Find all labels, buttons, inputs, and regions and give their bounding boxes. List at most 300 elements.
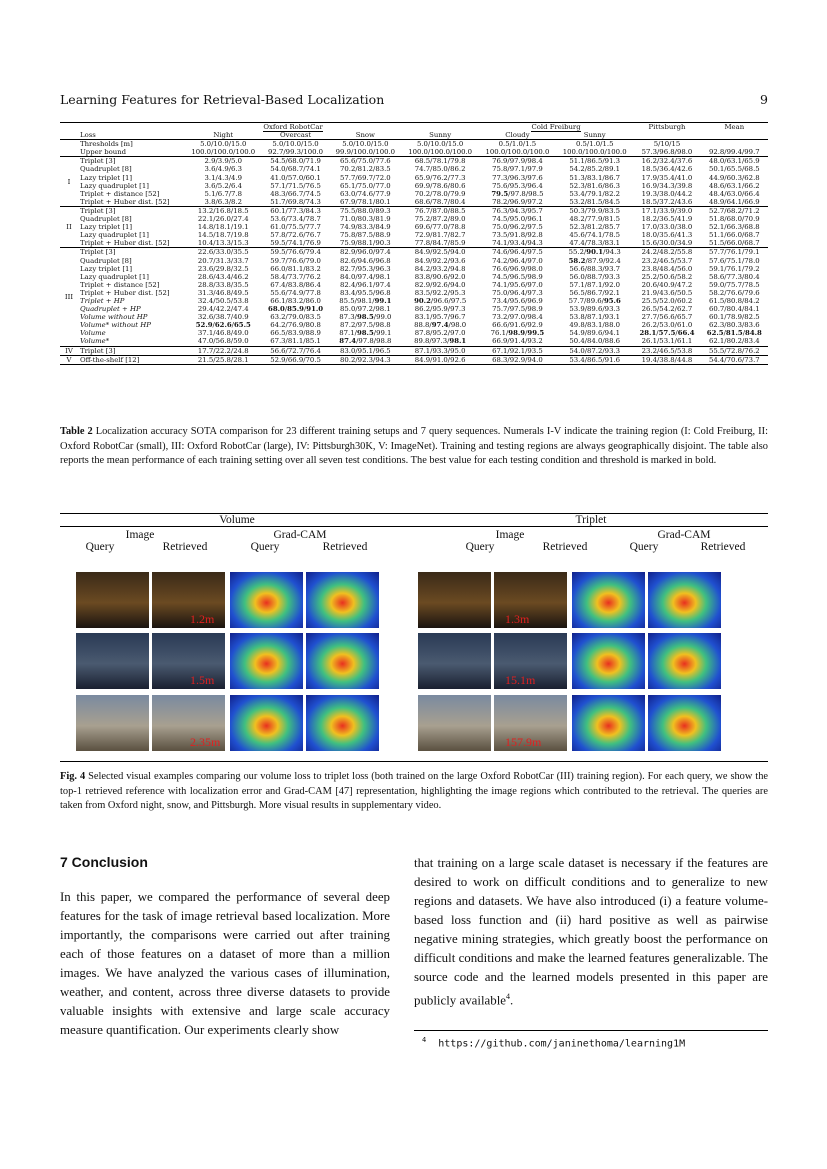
value-cell: 51.1/66.0/68.7 xyxy=(708,231,760,240)
body-right-text: that training on a large scale dataset is necessary if the features are desired to work on difficult conditions and to generalize to new regions and datasets. We have also introduced (i) a feature volume-based loss function and (ii) hard positive as well as pairwise negative mining strategies, which greatly boost the performance on difficult conditions and make the learned features generalizable. The source code and the learned models presented in this paper are publicly available xyxy=(414,856,768,1008)
value-cell: 62.5/81.5/84.8 xyxy=(706,329,762,338)
value-cell: 75.0/96.4/97.3 xyxy=(492,288,543,297)
gradcam-thumbnail xyxy=(306,633,379,689)
upper-bound-cell: 92.8/99.4/99.7 xyxy=(708,148,760,157)
value-cell: 74.7/85.0/86.2 xyxy=(414,165,466,174)
value-cell: 55.2/90.1/94.3 xyxy=(556,248,633,257)
col-query-vol: Query xyxy=(85,541,115,553)
table-row xyxy=(60,215,768,223)
gradcam-thumbnail xyxy=(648,633,721,689)
page-number: 9 xyxy=(760,92,768,107)
value-cell: 74.2/96.4/97.0 xyxy=(492,256,543,265)
loss-name: Triplet [3] xyxy=(78,248,185,257)
table-row xyxy=(60,329,768,337)
value-cell: 75.8/97.1/97.9 xyxy=(492,165,543,174)
section-title: 7 Conclusion xyxy=(60,854,148,870)
table-row xyxy=(60,190,768,198)
value-cell: 29.4/42.2/47.4 xyxy=(197,305,249,314)
value-cell: 16.2/32.4/37.6 xyxy=(633,157,700,166)
table-row xyxy=(60,231,768,239)
value-cell: 84.2/93.2/94.8 xyxy=(414,264,466,273)
loss-name: Triplet + Huber dist. [52] xyxy=(80,197,170,206)
sub-gradcam-tri: Grad-CAM xyxy=(657,529,711,541)
value-cell: 21.5/25.8/28.1 xyxy=(185,355,262,364)
upper-bound-cell: 100.0/100.0/100.0 xyxy=(562,148,627,157)
loss-name: Triplet + HP xyxy=(80,296,125,305)
gradcam-thumbnail xyxy=(572,633,645,689)
value-cell: 70.2/81.2/83.5 xyxy=(340,165,391,174)
value-cell: 45.6/74.1/78.5 xyxy=(569,231,621,240)
footnote-rule xyxy=(414,1030,768,1031)
upper-bound-cell: 100.0/100.0/100.0 xyxy=(408,148,473,157)
value-cell: 77.3/96.3/97.6 xyxy=(492,173,543,182)
query-thumbnail xyxy=(418,633,491,689)
table-row xyxy=(60,273,768,281)
group-label: I xyxy=(60,157,78,207)
loss-name: Lazy quadruplet [1] xyxy=(80,272,149,281)
threshold-cell: 0.5/1.0/1.5 xyxy=(479,140,556,149)
value-cell: 75.7/97.5/98.9 xyxy=(492,305,543,314)
upper-bound-cell: 92.7/99.3/100.0 xyxy=(268,148,324,157)
running-title: Learning Features for Retrieval-Based Localization xyxy=(60,92,385,107)
table-row xyxy=(60,337,768,346)
value-cell: 74.1/95.6/97.0 xyxy=(492,280,543,289)
value-cell: 16.9/34.3/39.8 xyxy=(641,181,693,190)
group-label: II xyxy=(60,206,78,247)
panel-title-volume: Volume xyxy=(219,514,255,526)
value-cell: 60.1/77.3/84.3 xyxy=(262,206,329,215)
value-cell: 24.2/48.2/55.8 xyxy=(633,248,700,257)
sub-gradcam-vol: Grad-CAM xyxy=(273,529,327,541)
value-cell: 75.2/87.2/89.0 xyxy=(414,215,466,224)
value-cell: 73.5/91.8/92.8 xyxy=(492,231,543,240)
value-cell: 17.9/35.4/41.0 xyxy=(641,173,693,182)
gradcam-thumbnail xyxy=(230,572,303,628)
value-cell: 58.6/77.3/80.4 xyxy=(708,272,760,281)
value-cell: 50.1/65.5/68.5 xyxy=(708,165,760,174)
table-row xyxy=(60,281,768,289)
value-cell: 20.6/40.9/47.2 xyxy=(641,280,693,289)
value-cell: 51.8/68.0/70.9 xyxy=(708,215,760,224)
localization-error-label: 2.35m xyxy=(190,735,221,749)
loss-name: Triplet + Huber dist. [52] xyxy=(80,288,170,297)
value-cell: 88.8/97.4/98.0 xyxy=(414,321,467,330)
loss-name: Quadruplet [8] xyxy=(80,256,132,265)
value-cell: 57.1/87.1/92.0 xyxy=(569,280,621,289)
col-gc-retrieved-vol: Retrieved xyxy=(322,541,368,553)
value-cell: 17.0/33.0/38.0 xyxy=(641,223,693,232)
col-gc-query-vol: Query xyxy=(250,541,280,553)
value-cell: 3.6/5.2/6.4 xyxy=(204,181,243,190)
value-cell: 47.0/56.8/59.0 xyxy=(197,337,249,346)
value-cell: 53.4/79.1/82.2 xyxy=(569,189,621,198)
value-cell: 52.9/66.9/70.5 xyxy=(262,355,329,364)
loss-name: Volume* xyxy=(80,337,110,346)
value-cell: 18.2/36.5/41.9 xyxy=(641,215,693,224)
loss-name: Lazy triplet [1] xyxy=(80,173,133,182)
table-row xyxy=(60,313,768,321)
value-cell: 26.1/53.1/61.1 xyxy=(641,337,693,346)
group-label: V xyxy=(60,355,78,364)
table-row xyxy=(60,198,768,207)
figure-caption-label: Fig. 4 xyxy=(60,771,86,782)
value-cell: 68.5/78.1/79.8 xyxy=(402,157,479,166)
value-cell: 27.7/56.6/65.7 xyxy=(641,313,693,322)
footnote-ref: 4 xyxy=(506,992,510,1001)
value-cell: 56.5/86.7/92.1 xyxy=(569,288,621,297)
value-cell: 84.9/92.5/94.0 xyxy=(402,248,479,257)
value-cell: 65.9/76.2/77.3 xyxy=(414,173,466,182)
value-cell: 72.9/81.7/82.7 xyxy=(414,231,466,240)
value-cell: 87.1/98.5/99.1 xyxy=(339,329,392,338)
value-cell: 25.5/52.0/60.2 xyxy=(641,296,693,305)
group-label: III xyxy=(60,248,78,346)
loss-name: Lazy quadruplet [1] xyxy=(80,181,149,190)
table-row xyxy=(60,346,768,355)
threshold-cell: 5.0/10.0/15.0 xyxy=(402,140,479,149)
value-cell: 82.4/96.1/97.4 xyxy=(340,280,391,289)
value-cell: 48.9/64.1/66.9 xyxy=(708,197,760,206)
value-cell: 76.9/97.9/98.4 xyxy=(479,157,556,166)
table-row xyxy=(60,305,768,313)
query-thumbnail xyxy=(76,695,149,751)
value-cell: 87.2/97.5/98.8 xyxy=(340,321,391,330)
value-cell: 48.6/63.1/66.2 xyxy=(708,181,760,190)
value-cell: 58.2/76.6/79.6 xyxy=(708,288,760,297)
table-row xyxy=(60,174,768,182)
value-cell: 60.7/80.4/84.1 xyxy=(708,305,760,314)
value-cell: 56.0/88.7/93.3 xyxy=(569,272,621,281)
value-cell: 18.5/37.2/43.6 xyxy=(641,197,693,206)
group-head-oxford: Oxford RobotCar xyxy=(185,123,402,132)
value-cell: 64.2/76.9/80.8 xyxy=(270,321,321,330)
figure-header xyxy=(60,513,768,527)
value-cell: 68.6/78.7/80.4 xyxy=(414,197,466,206)
value-cell: 71.0/80.3/81.9 xyxy=(340,215,391,224)
value-cell: 3.6/4.9/6.3 xyxy=(204,165,243,174)
value-cell: 74.1/93.4/94.3 xyxy=(492,239,543,248)
value-cell: 52.1/66.3/68.8 xyxy=(708,223,760,232)
value-cell: 85.5/98.1/99.1 xyxy=(339,296,392,305)
loss-name: Lazy triplet [1] xyxy=(80,264,133,273)
value-cell: 23.2/46.5/53.7 xyxy=(641,256,693,265)
table-row xyxy=(60,239,768,248)
value-cell: 75.6/95.3/96.4 xyxy=(492,181,543,190)
value-cell: 83.1/95.7/96.7 xyxy=(414,313,466,322)
value-cell: 49.8/83.1/88.0 xyxy=(569,321,621,330)
gradcam-thumbnail xyxy=(648,572,721,628)
localization-error-label: 15.1m xyxy=(505,673,536,687)
loss-name: Quadruplet + HP xyxy=(80,305,141,314)
value-cell: 44.9/60.3/62.8 xyxy=(708,173,760,182)
value-cell: 51.7/69.8/74.3 xyxy=(270,197,321,206)
value-cell: 86.2/95.9/97.3 xyxy=(414,305,466,314)
value-cell: 57.7/69.7/72.0 xyxy=(340,173,391,182)
value-cell: 73.2/97.0/98.4 xyxy=(492,313,543,322)
footnote-number: 4 xyxy=(422,1036,427,1044)
value-cell: 59.7/76.6/79.0 xyxy=(270,256,321,265)
threshold-cell: 0.5/1.0/1.5 xyxy=(556,140,633,149)
query-thumbnail xyxy=(76,633,149,689)
footnote xyxy=(422,1036,685,1049)
query-thumbnail xyxy=(76,572,149,628)
localization-error-label: 157.9m xyxy=(505,735,542,749)
col-head-sunny: Sunny xyxy=(429,131,452,140)
value-cell: 28.8/33.8/35.5 xyxy=(197,280,249,289)
value-cell: 87.3/98.5/99.0 xyxy=(339,313,392,322)
value-cell: 53.4/86.5/91.6 xyxy=(556,355,633,364)
value-cell: 66.5/83.9/88.9 xyxy=(270,329,321,338)
value-cell: 48.2/77.9/81.5 xyxy=(569,215,621,224)
body-left-column: In this paper, we compared the performance of several deep features for the task of image retrieval based localization. More importantly, the comparisons were carried out after training each of those features on a dataset of more than a million images. We have analyzed the various cases of illumination, weather, and content, across three diverse datasets to provide valuable insights with extensive and large scale accuracy measure quantification. Our experiments clearly show xyxy=(60,890,390,1037)
loss-name: Triplet [3] xyxy=(78,157,185,166)
figure-4 xyxy=(60,513,768,553)
sub-image-vol: Image xyxy=(125,529,155,541)
value-cell: 53.9/89.6/93.3 xyxy=(569,305,621,314)
value-cell: 67.9/78.1/80.1 xyxy=(340,197,391,206)
value-cell: 57.8/72.6/76.7 xyxy=(270,231,321,240)
value-cell: 57.6/75.1/78.0 xyxy=(708,256,760,265)
value-cell: 22.1/26.0/27.4 xyxy=(197,215,249,224)
value-cell: 82.9/96.0/97.4 xyxy=(329,248,401,257)
sub-image-tri: Image xyxy=(495,529,525,541)
table-caption xyxy=(60,425,768,469)
value-cell: 75.8/87.5/88.9 xyxy=(340,231,391,240)
col-head-overcast: Overcast xyxy=(279,131,312,140)
value-cell: 75.5/88.0/89.3 xyxy=(329,206,401,215)
loss-name: Volume without HP xyxy=(80,313,148,322)
value-cell: 22.6/33.0/35.5 xyxy=(185,248,262,257)
col-head-night: Night xyxy=(213,131,234,140)
value-cell: 54.2/85.2/89.1 xyxy=(569,165,621,174)
value-cell: 54.0/68.7/74.1 xyxy=(270,165,321,174)
table-caption-text: Localization accuracy SOTA comparison for 23 different training setups and 7 query sequences. Numerals I-V indicate the training region (I: Cold Freiburg, II: Oxford RobotCar (small), III: Oxford RobotCar (large), IV: Pittsburgh30K, V: ImageNet). Training and testing regions are always geographically disjoint. The table also reports the mean performance of each training setting over all seven test conditions. The best value for each testing condition and threshold is marked in bold. xyxy=(60,426,768,466)
value-cell: 14.8/18.1/19.1 xyxy=(197,223,249,232)
value-cell: 63.2/79.0/83.5 xyxy=(270,313,321,322)
upper-bound-cell: 100.0/100.0/100.0 xyxy=(191,148,256,157)
value-cell: 53.6/73.4/78.7 xyxy=(270,215,321,224)
group-cell xyxy=(60,148,78,157)
value-cell: 83.0/95.1/96.5 xyxy=(329,346,401,355)
localization-error-label: 1.3m xyxy=(505,612,530,626)
table-row xyxy=(60,223,768,231)
value-cell: 69.6/77.0/78.8 xyxy=(414,223,466,232)
value-cell: 15.6/30.0/34.9 xyxy=(641,239,693,248)
value-cell: 52.3/81.2/85.7 xyxy=(569,223,621,232)
upper-bound-cell: 57.3/96.8/98.0 xyxy=(641,148,693,157)
value-cell: 52.3/81.6/86.3 xyxy=(569,181,621,190)
gradcam-thumbnail xyxy=(306,572,379,628)
value-cell: 82.6/94.6/96.8 xyxy=(340,256,391,265)
value-cell: 73.4/95.6/96.9 xyxy=(492,296,543,305)
value-cell: 84.9/92.2/93.6 xyxy=(414,256,466,265)
value-cell: 55.5/72.8/76.2 xyxy=(701,346,768,355)
value-cell: 51.3/83.1/86.7 xyxy=(569,173,621,182)
threshold-cell: 5.0/10.0/15.0 xyxy=(329,140,401,149)
upper-bound-row xyxy=(60,148,768,157)
value-cell: 87.1/93.3/95.0 xyxy=(402,346,479,355)
loss-name: Triplet [3] xyxy=(78,206,185,215)
localization-error-label: 1.2m xyxy=(190,612,215,626)
value-cell: 66.6/91.6/92.9 xyxy=(492,321,543,330)
value-cell: 67.1/92.1/93.5 xyxy=(479,346,556,355)
table-row xyxy=(60,248,768,257)
loss-name: Quadruplet [8] xyxy=(80,165,132,174)
value-cell: 31.3/46.8/49.5 xyxy=(197,288,249,297)
loss-name: Triplet + distance [52] xyxy=(80,189,160,198)
table-row xyxy=(60,165,768,173)
table-row xyxy=(60,289,768,297)
threshold-cell: 5.0/10.0/15.0 xyxy=(262,140,329,149)
value-cell: 54.5/68.0/71.9 xyxy=(262,157,329,166)
value-cell: 17.7/22.2/24.8 xyxy=(185,346,262,355)
value-cell: 82.9/92.6/94.0 xyxy=(414,280,466,289)
value-cell: 65.1/75.0/77.0 xyxy=(340,181,391,190)
results-table xyxy=(60,122,768,365)
upper-bound-cell: 100.0/100.0/100.0 xyxy=(485,148,550,157)
value-cell: 59.1/76.1/79.2 xyxy=(708,264,760,273)
col-head-snow: Snow xyxy=(355,131,375,140)
table-row xyxy=(60,206,768,215)
value-cell: 19.4/38.8/44.8 xyxy=(633,355,700,364)
group-label: IV xyxy=(60,346,78,355)
value-cell: 78.2/96.9/97.2 xyxy=(492,197,543,206)
value-cell: 57.7/76.1/79.1 xyxy=(701,248,768,257)
localization-error-label: 1.5m xyxy=(190,673,215,687)
col-retrieved-tri: Retrieved xyxy=(542,541,588,553)
loss-name: Triplet + Huber dist. [52] xyxy=(80,239,170,248)
table-row xyxy=(60,182,768,190)
value-cell: 83.4/95.5/96.8 xyxy=(340,288,391,297)
value-cell: 77.8/84.7/85.9 xyxy=(414,239,466,248)
footnote-url: https://github.com/janinethoma/learning1M xyxy=(438,1038,686,1050)
value-cell: 48.0/63.1/65.9 xyxy=(701,157,768,166)
value-cell: 76.6/96.9/98.0 xyxy=(492,264,543,273)
value-cell: 68.0/85.9/91.0 xyxy=(268,305,324,314)
value-cell: 50.4/84.0/88.6 xyxy=(569,337,621,346)
value-cell: 54.9/89.6/94.1 xyxy=(569,329,621,338)
col-head-loss: Loss xyxy=(80,131,96,140)
value-cell: 65.6/75.0/77.6 xyxy=(329,157,401,166)
value-cell: 59.5/74.1/76.9 xyxy=(270,239,321,248)
gradcam-thumbnail xyxy=(648,695,721,751)
gradcam-thumbnail xyxy=(572,695,645,751)
value-cell: 66.9/91.4/93.2 xyxy=(492,337,543,346)
figure-caption-text: Selected visual examples comparing our volume loss to triplet loss (both trained on the large Oxford RobotCar (III) training region). For each query, we show the top-1 retrieved reference with localization error and Grad-CAM [47] representation, highlighting the image regions which contributed to the retrieval. The queries are taken from Oxford night, snow, and Pittsburgh. More visual results in supplementary video. xyxy=(60,771,768,811)
value-cell: 83.5/92.2/95.3 xyxy=(414,288,466,297)
value-cell: 76.3/94.3/95.7 xyxy=(479,206,556,215)
upper-bound-cell: 99.9/100.0/100.0 xyxy=(335,148,396,157)
value-cell: 63.0/74.6/77.9 xyxy=(340,189,391,198)
figure-caption xyxy=(60,770,768,814)
value-cell: 23.2/46.5/53.8 xyxy=(633,346,700,355)
loss-name: Triplet [3] xyxy=(78,346,185,355)
value-cell: 52.7/68.2/71.2 xyxy=(701,206,768,215)
threshold-cell: 5.0/10.0/15.0 xyxy=(185,140,262,149)
value-cell: 28.6/43.4/46.2 xyxy=(197,272,249,281)
loss-name: Lazy quadruplet [1] xyxy=(80,231,149,240)
value-cell: 32.4/50.5/53.8 xyxy=(197,296,249,305)
value-cell: 20.7/31.3/33.7 xyxy=(197,256,249,265)
value-cell: 75.9/88.1/90.3 xyxy=(340,239,391,248)
value-cell: 18.5/36.4/42.6 xyxy=(641,165,693,174)
value-cell: 74.5/95.0/96.1 xyxy=(492,215,543,224)
value-cell: 56.6/88.3/93.7 xyxy=(569,264,621,273)
table-row xyxy=(60,265,768,273)
query-thumbnail xyxy=(418,695,491,751)
value-cell: 87.8/95.2/97.0 xyxy=(414,329,466,338)
value-cell: 84.9/91.0/92.6 xyxy=(402,355,479,364)
col-head-sunny-freiburg: Sunny xyxy=(583,131,606,140)
value-cell: 48.4/63.0/66.4 xyxy=(708,189,760,198)
value-cell: 3.8/6.3/8.2 xyxy=(204,197,243,206)
value-cell: 62.1/80.2/83.4 xyxy=(708,337,760,346)
value-cell: 26.5/54.2/62.7 xyxy=(641,305,693,314)
value-cell: 66.1/83.2/86.0 xyxy=(270,296,321,305)
value-cell: 10.4/13.3/15.3 xyxy=(197,239,249,248)
value-cell: 68.3/92.9/94.0 xyxy=(479,355,556,364)
value-cell: 76.7/87.0/88.5 xyxy=(402,206,479,215)
thresholds-label: Thresholds [m] xyxy=(78,140,185,149)
value-cell: 52.9/62.6/65.5 xyxy=(195,321,251,330)
value-cell: 5.1/6.7/7.8 xyxy=(204,189,243,198)
col-head-cloudy: Cloudy xyxy=(505,131,530,140)
value-cell: 19.3/38.0/44.2 xyxy=(641,189,693,198)
value-cell: 14.5/18.7/19.8 xyxy=(197,231,249,240)
value-cell: 13.2/16.8/18.5 xyxy=(185,206,262,215)
table-caption-label: Table 2 xyxy=(60,426,93,437)
value-cell: 70.2/78.0/79.9 xyxy=(414,189,466,198)
value-cell: 25.2/50.6/58.2 xyxy=(641,272,693,281)
loss-name: Lazy triplet [1] xyxy=(80,223,133,232)
body-right-column: that training on a large scale dataset is necessary if the features are desired to work on difficult conditions and to generalize to new regions and datasets. We have also introduced (i) a feature volume-based loss function and (ii) hard positive as well as pairwise negative mining strategies, which greatly boost the performance on difficult conditions and make the learned features generalizable. The source code and the learned models presented in this paper are publicly available$^4$. xyxy=(414,856,768,1008)
value-cell: 2.9/3.9/5.0 xyxy=(185,157,262,166)
value-cell: 51.1/86.5/91.3 xyxy=(556,157,633,166)
col-gc-query-tri: Query xyxy=(629,541,659,553)
threshold-cell: 5/10/15 xyxy=(633,140,700,149)
loss-name: Triplet + distance [52] xyxy=(80,280,160,289)
group-head-mean: Mean xyxy=(701,123,768,132)
gradcam-thumbnail xyxy=(230,633,303,689)
group-head-pittsburgh: Pittsburgh xyxy=(633,123,700,132)
value-cell: 76.1/98.9/99.5 xyxy=(490,329,545,338)
value-cell: 90.2/96.6/97.5 xyxy=(414,296,467,305)
value-cell: 23.8/48.4/56.0 xyxy=(641,264,693,273)
value-cell: 41.0/57.0/60.1 xyxy=(270,173,321,182)
value-cell: 47.4/78.3/83.1 xyxy=(569,239,621,248)
value-cell: 87.4/97.8/98.8 xyxy=(339,337,392,346)
value-cell: 59.0/75.7/78.5 xyxy=(708,280,760,289)
value-cell: 58.2/87.9/92.4 xyxy=(568,256,621,265)
value-cell: 18.0/35.6/41.3 xyxy=(641,231,693,240)
value-cell: 74.5/96.5/98.9 xyxy=(492,272,543,281)
value-cell: 17.1/33.9/39.0 xyxy=(633,206,700,215)
value-cell: 58.4/73.7/76.2 xyxy=(270,272,321,281)
value-cell: 56.6/72.7/76.4 xyxy=(262,346,329,355)
value-cell: 50.3/79.9/83.5 xyxy=(556,206,633,215)
col-gc-retrieved-tri: Retrieved xyxy=(700,541,746,553)
value-cell: 3.1/4.3/4.9 xyxy=(204,173,243,182)
value-cell: 54.4/70.6/73.7 xyxy=(701,355,768,364)
value-cell: 53.2/81.5/84.5 xyxy=(569,197,621,206)
value-cell: 57.1/71.5/76.5 xyxy=(270,181,321,190)
value-cell: 61.5/80.8/84.2 xyxy=(708,296,760,305)
upper-label: Upper bound xyxy=(80,148,127,157)
value-cell: 60.1/78.9/82.5 xyxy=(708,313,760,322)
value-cell: 23.6/29.8/32.5 xyxy=(197,264,249,273)
value-cell: 89.8/97.3/98.1 xyxy=(414,337,467,346)
group-cell xyxy=(60,140,78,149)
